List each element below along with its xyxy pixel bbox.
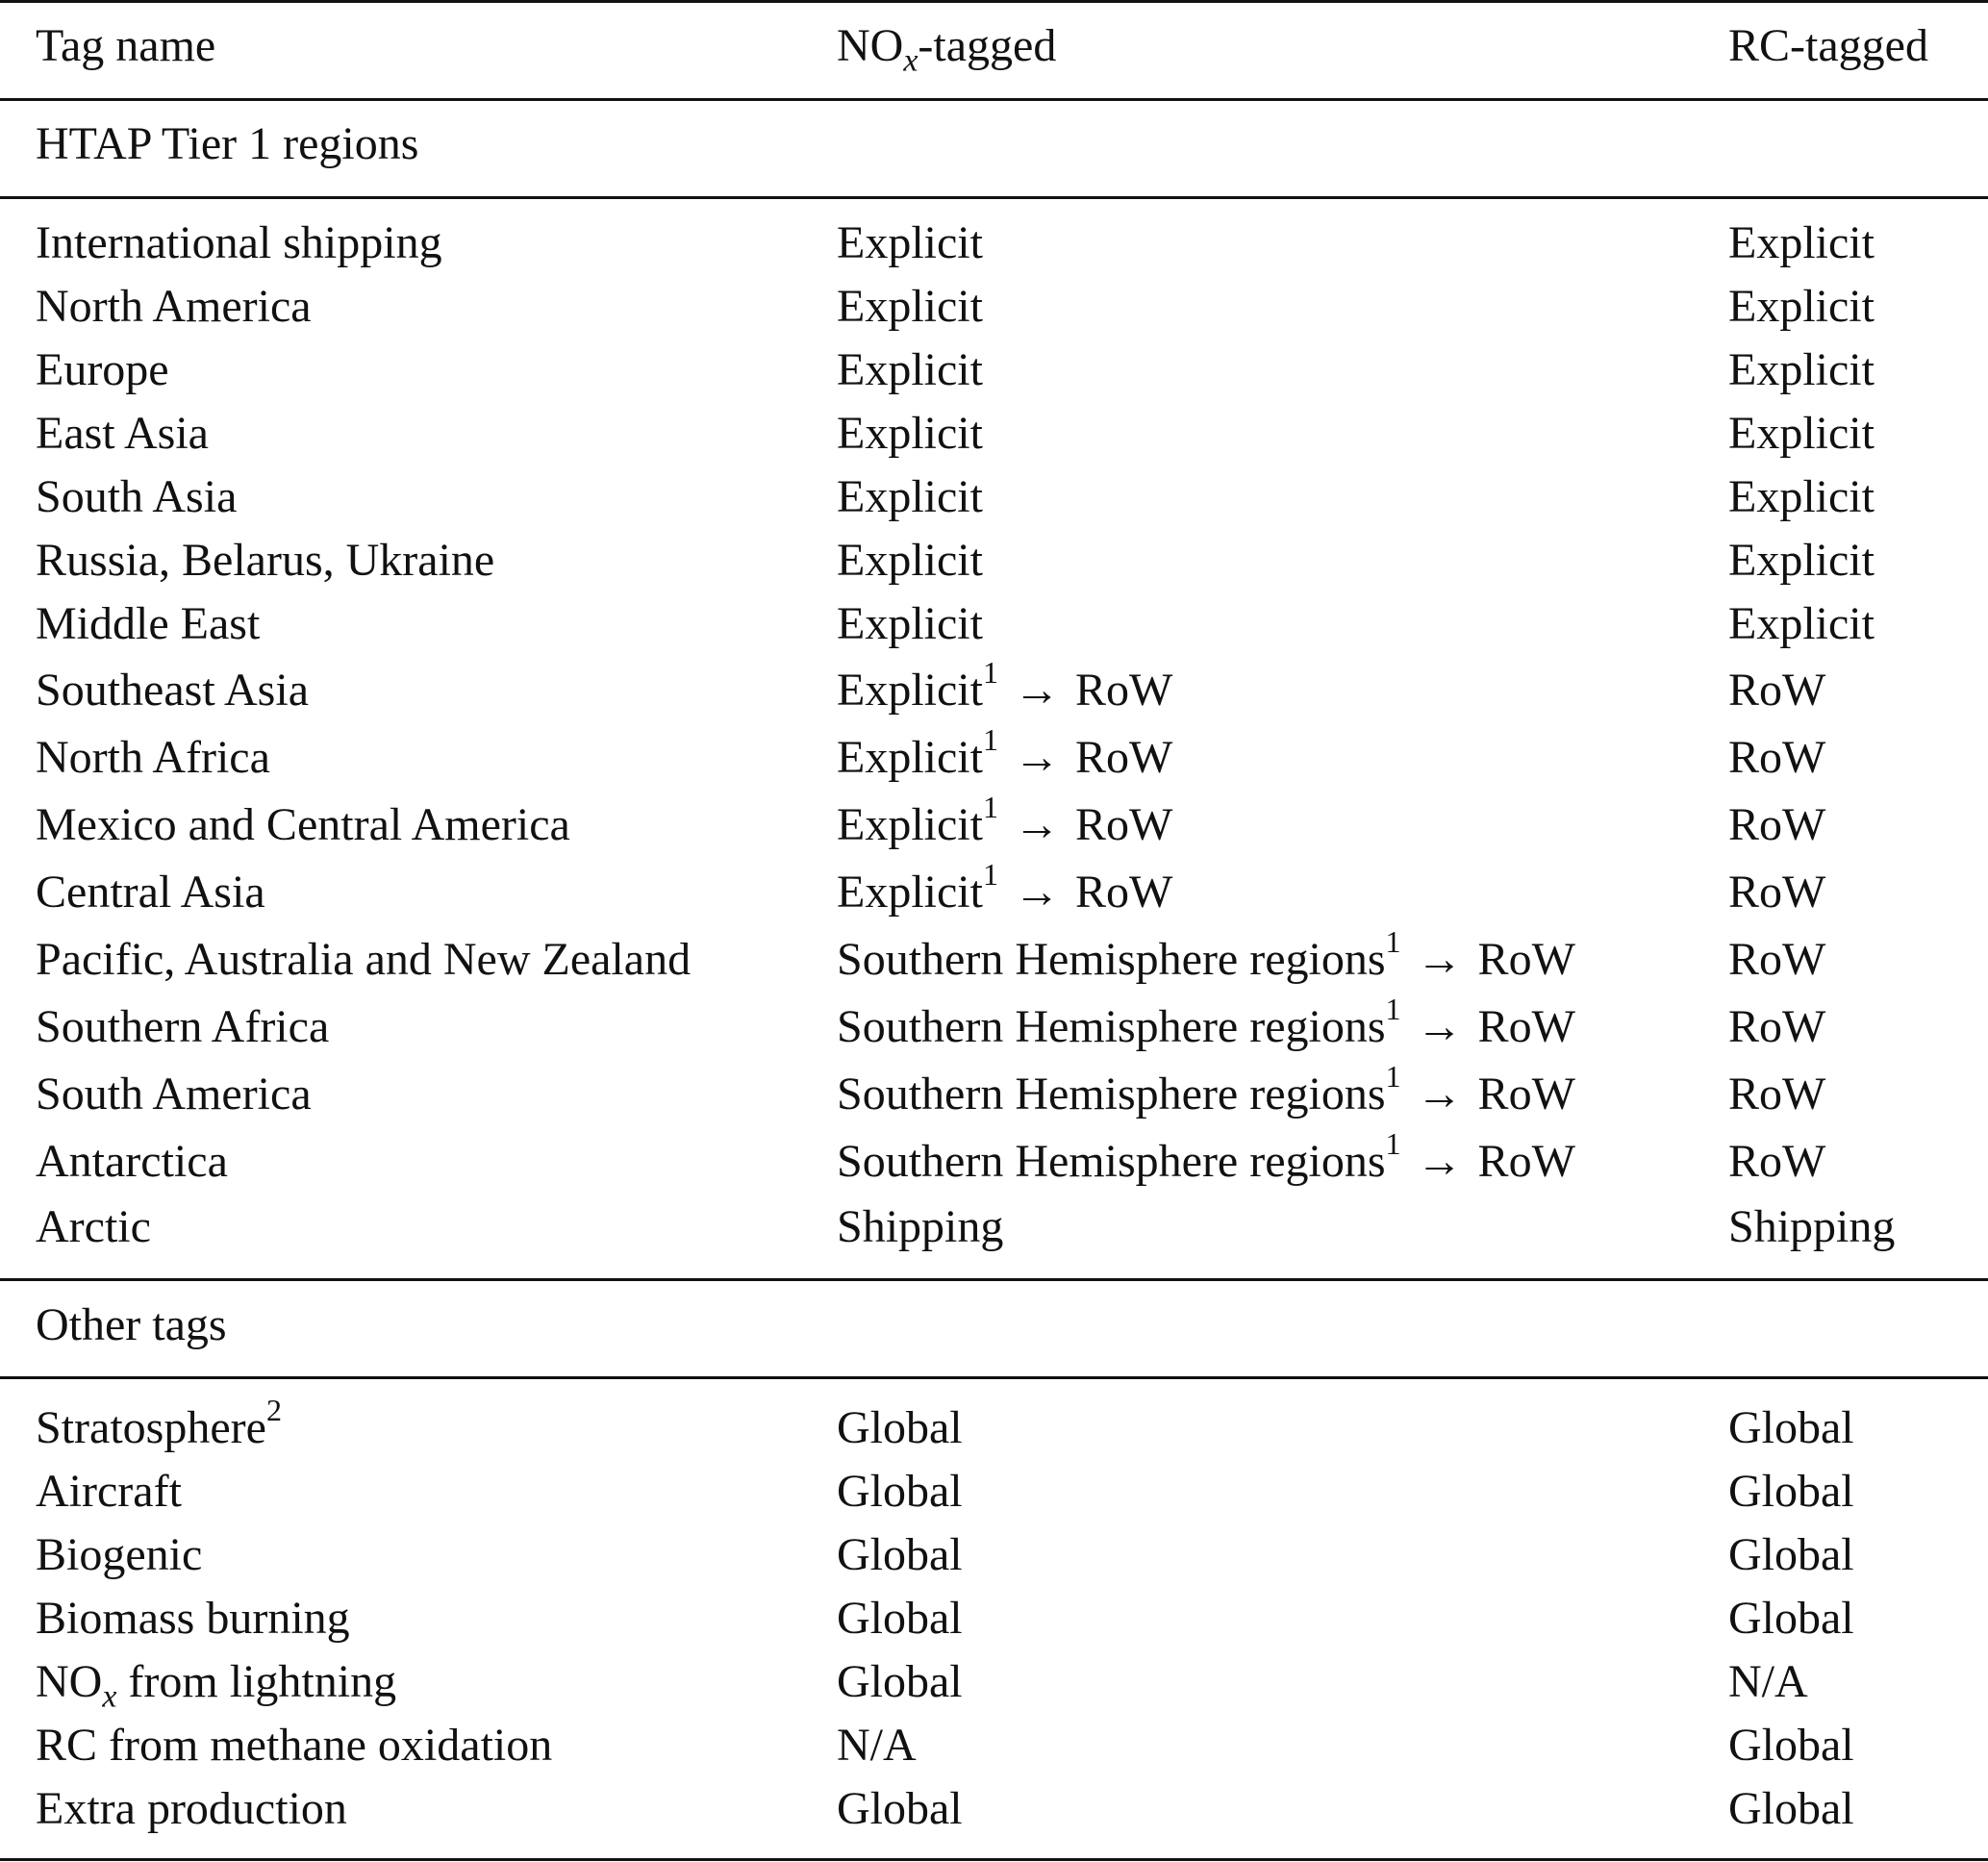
table-row xyxy=(0,1719,1988,1773)
arrow-icon: → xyxy=(1416,1001,1463,1052)
nox-cell: Explicit xyxy=(837,598,983,649)
nox-cell: Global xyxy=(837,1656,963,1707)
footnote-mark: 1 xyxy=(1385,992,1401,1026)
nox-cell xyxy=(837,924,1575,987)
tag-name-cell: North Africa xyxy=(36,732,270,783)
footnote-mark: 1 xyxy=(1385,1059,1401,1094)
nox-cell: Global xyxy=(837,1783,963,1834)
footnote-mark: 1 xyxy=(982,655,998,690)
rc-cell: RoW xyxy=(1728,732,1826,783)
rc-cell: RoW xyxy=(1728,1069,1826,1120)
table-row xyxy=(0,655,1988,717)
nox-cell: Shipping xyxy=(837,1201,1004,1252)
nox-cell: Explicit xyxy=(837,535,983,586)
nox-target: RoW xyxy=(1477,1136,1575,1187)
tag-name-text: NO xyxy=(36,1656,103,1707)
tag-name-cell: Europe xyxy=(36,344,169,395)
arrow-icon: → xyxy=(1013,867,1060,918)
tag-name-text: Stratosphere xyxy=(36,1402,266,1453)
top-rule xyxy=(0,0,1988,3)
nox-cell xyxy=(837,857,1173,919)
tag-name-cell: Central Asia xyxy=(36,867,265,918)
nox-cell xyxy=(837,1126,1575,1189)
table-row xyxy=(0,470,1988,524)
nox-cell: Global xyxy=(837,1402,963,1453)
tag-name-cell: Southeast Asia xyxy=(36,665,309,716)
nox-cell: Explicit xyxy=(837,281,983,332)
tag-name-cell: Middle East xyxy=(36,598,261,649)
table-row xyxy=(0,1528,1988,1582)
rc-cell: Global xyxy=(1728,1529,1854,1580)
tag-name-cell xyxy=(36,1393,282,1455)
nox-cell xyxy=(837,722,1173,785)
rc-cell: RoW xyxy=(1728,1001,1826,1052)
table-row xyxy=(0,722,1988,785)
tag-name-cell xyxy=(36,1655,397,1715)
table-row xyxy=(0,857,1988,919)
section-title-htap xyxy=(0,117,1988,171)
arrow-icon: → xyxy=(1416,1136,1463,1187)
nox-target: RoW xyxy=(1074,665,1173,716)
table-row xyxy=(0,790,1988,852)
footnote-mark: 1 xyxy=(1385,924,1401,959)
header-nox-tagged xyxy=(837,19,1057,79)
section-title-text: HTAP Tier 1 regions xyxy=(36,118,419,169)
header-tag-name: Tag name xyxy=(36,20,216,71)
nox-cell: Global xyxy=(837,1529,963,1580)
nox-cell: Explicit xyxy=(837,471,983,522)
tag-name-cell: Mexico and Central America xyxy=(36,799,570,850)
table-row xyxy=(0,1126,1988,1189)
footnote-mark: 1 xyxy=(982,722,998,757)
rc-cell: RoW xyxy=(1728,799,1826,850)
nox-value: Explicit xyxy=(837,799,983,850)
table-row xyxy=(0,534,1988,588)
table-row xyxy=(0,407,1988,461)
table-row xyxy=(0,1393,1988,1455)
rc-cell: Explicit xyxy=(1728,471,1875,522)
tag-name-cell: Arctic xyxy=(36,1201,151,1252)
header-nox-prefix: NO xyxy=(837,20,904,71)
rc-cell: Explicit xyxy=(1728,535,1875,586)
nox-target: RoW xyxy=(1074,799,1173,850)
table-row xyxy=(0,343,1988,397)
table-row xyxy=(0,597,1988,651)
table-row xyxy=(0,1655,1988,1715)
tag-name-tail: from lightning xyxy=(116,1656,397,1707)
nox-cell: N/A xyxy=(837,1720,917,1771)
nox-cell: Explicit xyxy=(837,344,983,395)
rc-cell: Explicit xyxy=(1728,408,1875,459)
rc-cell: N/A xyxy=(1728,1656,1808,1707)
rc-cell: Global xyxy=(1728,1402,1854,1453)
footnote-mark: 2 xyxy=(265,1393,282,1427)
section-title-text: Other tags xyxy=(36,1299,227,1350)
table-row xyxy=(0,216,1988,270)
nox-value: Southern Hemisphere regions xyxy=(837,934,1386,985)
tag-name-cell: North America xyxy=(36,281,312,332)
arrow-icon: → xyxy=(1013,799,1060,850)
nox-target: RoW xyxy=(1477,1069,1575,1120)
arrow-icon: → xyxy=(1013,665,1060,716)
section-title-other xyxy=(0,1298,1988,1352)
table-row xyxy=(0,992,1988,1054)
header-rc-tagged: RC-tagged xyxy=(1728,20,1928,71)
rc-cell: RoW xyxy=(1728,867,1826,918)
tag-name-cell: South Asia xyxy=(36,471,238,522)
footnote-mark: 1 xyxy=(982,857,998,892)
table-row xyxy=(0,280,1988,334)
rc-cell: RoW xyxy=(1728,665,1826,716)
table-row xyxy=(0,1059,1988,1121)
nox-cell xyxy=(837,655,1173,717)
table-row xyxy=(0,1465,1988,1519)
rc-cell: Global xyxy=(1728,1720,1854,1771)
rc-cell: Explicit xyxy=(1728,281,1875,332)
section2-top-rule xyxy=(0,1278,1988,1281)
tag-name-cell: Aircraft xyxy=(36,1466,182,1517)
rc-cell: Explicit xyxy=(1728,598,1875,649)
tag-name-cell: Southern Africa xyxy=(36,1001,330,1052)
table-row xyxy=(0,1782,1988,1836)
nox-target: RoW xyxy=(1477,934,1575,985)
table-row xyxy=(0,924,1988,987)
tag-name-cell: Extra production xyxy=(36,1783,347,1834)
rc-cell: Global xyxy=(1728,1593,1854,1644)
tag-name-cell: East Asia xyxy=(36,408,209,459)
tag-name-cell: Antarctica xyxy=(36,1136,228,1187)
tag-name-cell: Pacific, Australia and New Zealand xyxy=(36,934,692,985)
footnote-mark: 1 xyxy=(982,790,998,824)
arrow-icon: → xyxy=(1416,1069,1463,1120)
nox-cell: Global xyxy=(837,1593,963,1644)
header-nox-sub: x xyxy=(903,42,919,79)
nox-value: Southern Hemisphere regions xyxy=(837,1001,1386,1052)
nox-cell xyxy=(837,790,1173,852)
section1-rule xyxy=(0,196,1988,199)
nox-target: RoW xyxy=(1477,1001,1575,1052)
nox-cell: Explicit xyxy=(837,217,983,268)
section2-rule xyxy=(0,1376,1988,1379)
table-row xyxy=(0,1592,1988,1646)
nox-value: Explicit xyxy=(837,732,983,783)
header-row xyxy=(0,19,1988,79)
rc-cell: Global xyxy=(1728,1466,1854,1517)
tag-name-cell: RC from methane oxidation xyxy=(36,1720,553,1771)
nox-cell: Explicit xyxy=(837,408,983,459)
tag-name-cell: Biogenic xyxy=(36,1529,203,1580)
nox-target: RoW xyxy=(1074,867,1173,918)
bottom-rule xyxy=(0,1858,1988,1861)
arrow-icon: → xyxy=(1013,732,1060,783)
rc-cell: Explicit xyxy=(1728,217,1875,268)
nox-cell xyxy=(837,1059,1575,1121)
nox-value: Southern Hemisphere regions xyxy=(837,1136,1386,1187)
nox-target: RoW xyxy=(1074,732,1173,783)
nox-value: Explicit xyxy=(837,867,983,918)
footnote-mark: 1 xyxy=(1385,1126,1401,1161)
nox-value: Southern Hemisphere regions xyxy=(837,1069,1386,1120)
nox-cell: Global xyxy=(837,1466,963,1517)
arrow-icon: → xyxy=(1416,934,1463,985)
tag-name-cell: Biomass burning xyxy=(36,1593,350,1644)
table-row xyxy=(0,1200,1988,1254)
tag-name-cell: International shipping xyxy=(36,217,442,268)
rc-cell: Global xyxy=(1728,1783,1854,1834)
nox-cell xyxy=(837,992,1575,1054)
header-rule xyxy=(0,98,1988,101)
tag-name-cell: Russia, Belarus, Ukraine xyxy=(36,535,495,586)
tag-name-cell: South America xyxy=(36,1069,312,1120)
nox-value: Explicit xyxy=(837,665,983,716)
rc-cell: Shipping xyxy=(1728,1201,1896,1252)
rc-cell: RoW xyxy=(1728,1136,1826,1187)
subscript-x: x xyxy=(102,1678,117,1715)
rc-cell: RoW xyxy=(1728,934,1826,985)
rc-cell: Explicit xyxy=(1728,344,1875,395)
header-nox-suffix: -tagged xyxy=(918,20,1057,71)
